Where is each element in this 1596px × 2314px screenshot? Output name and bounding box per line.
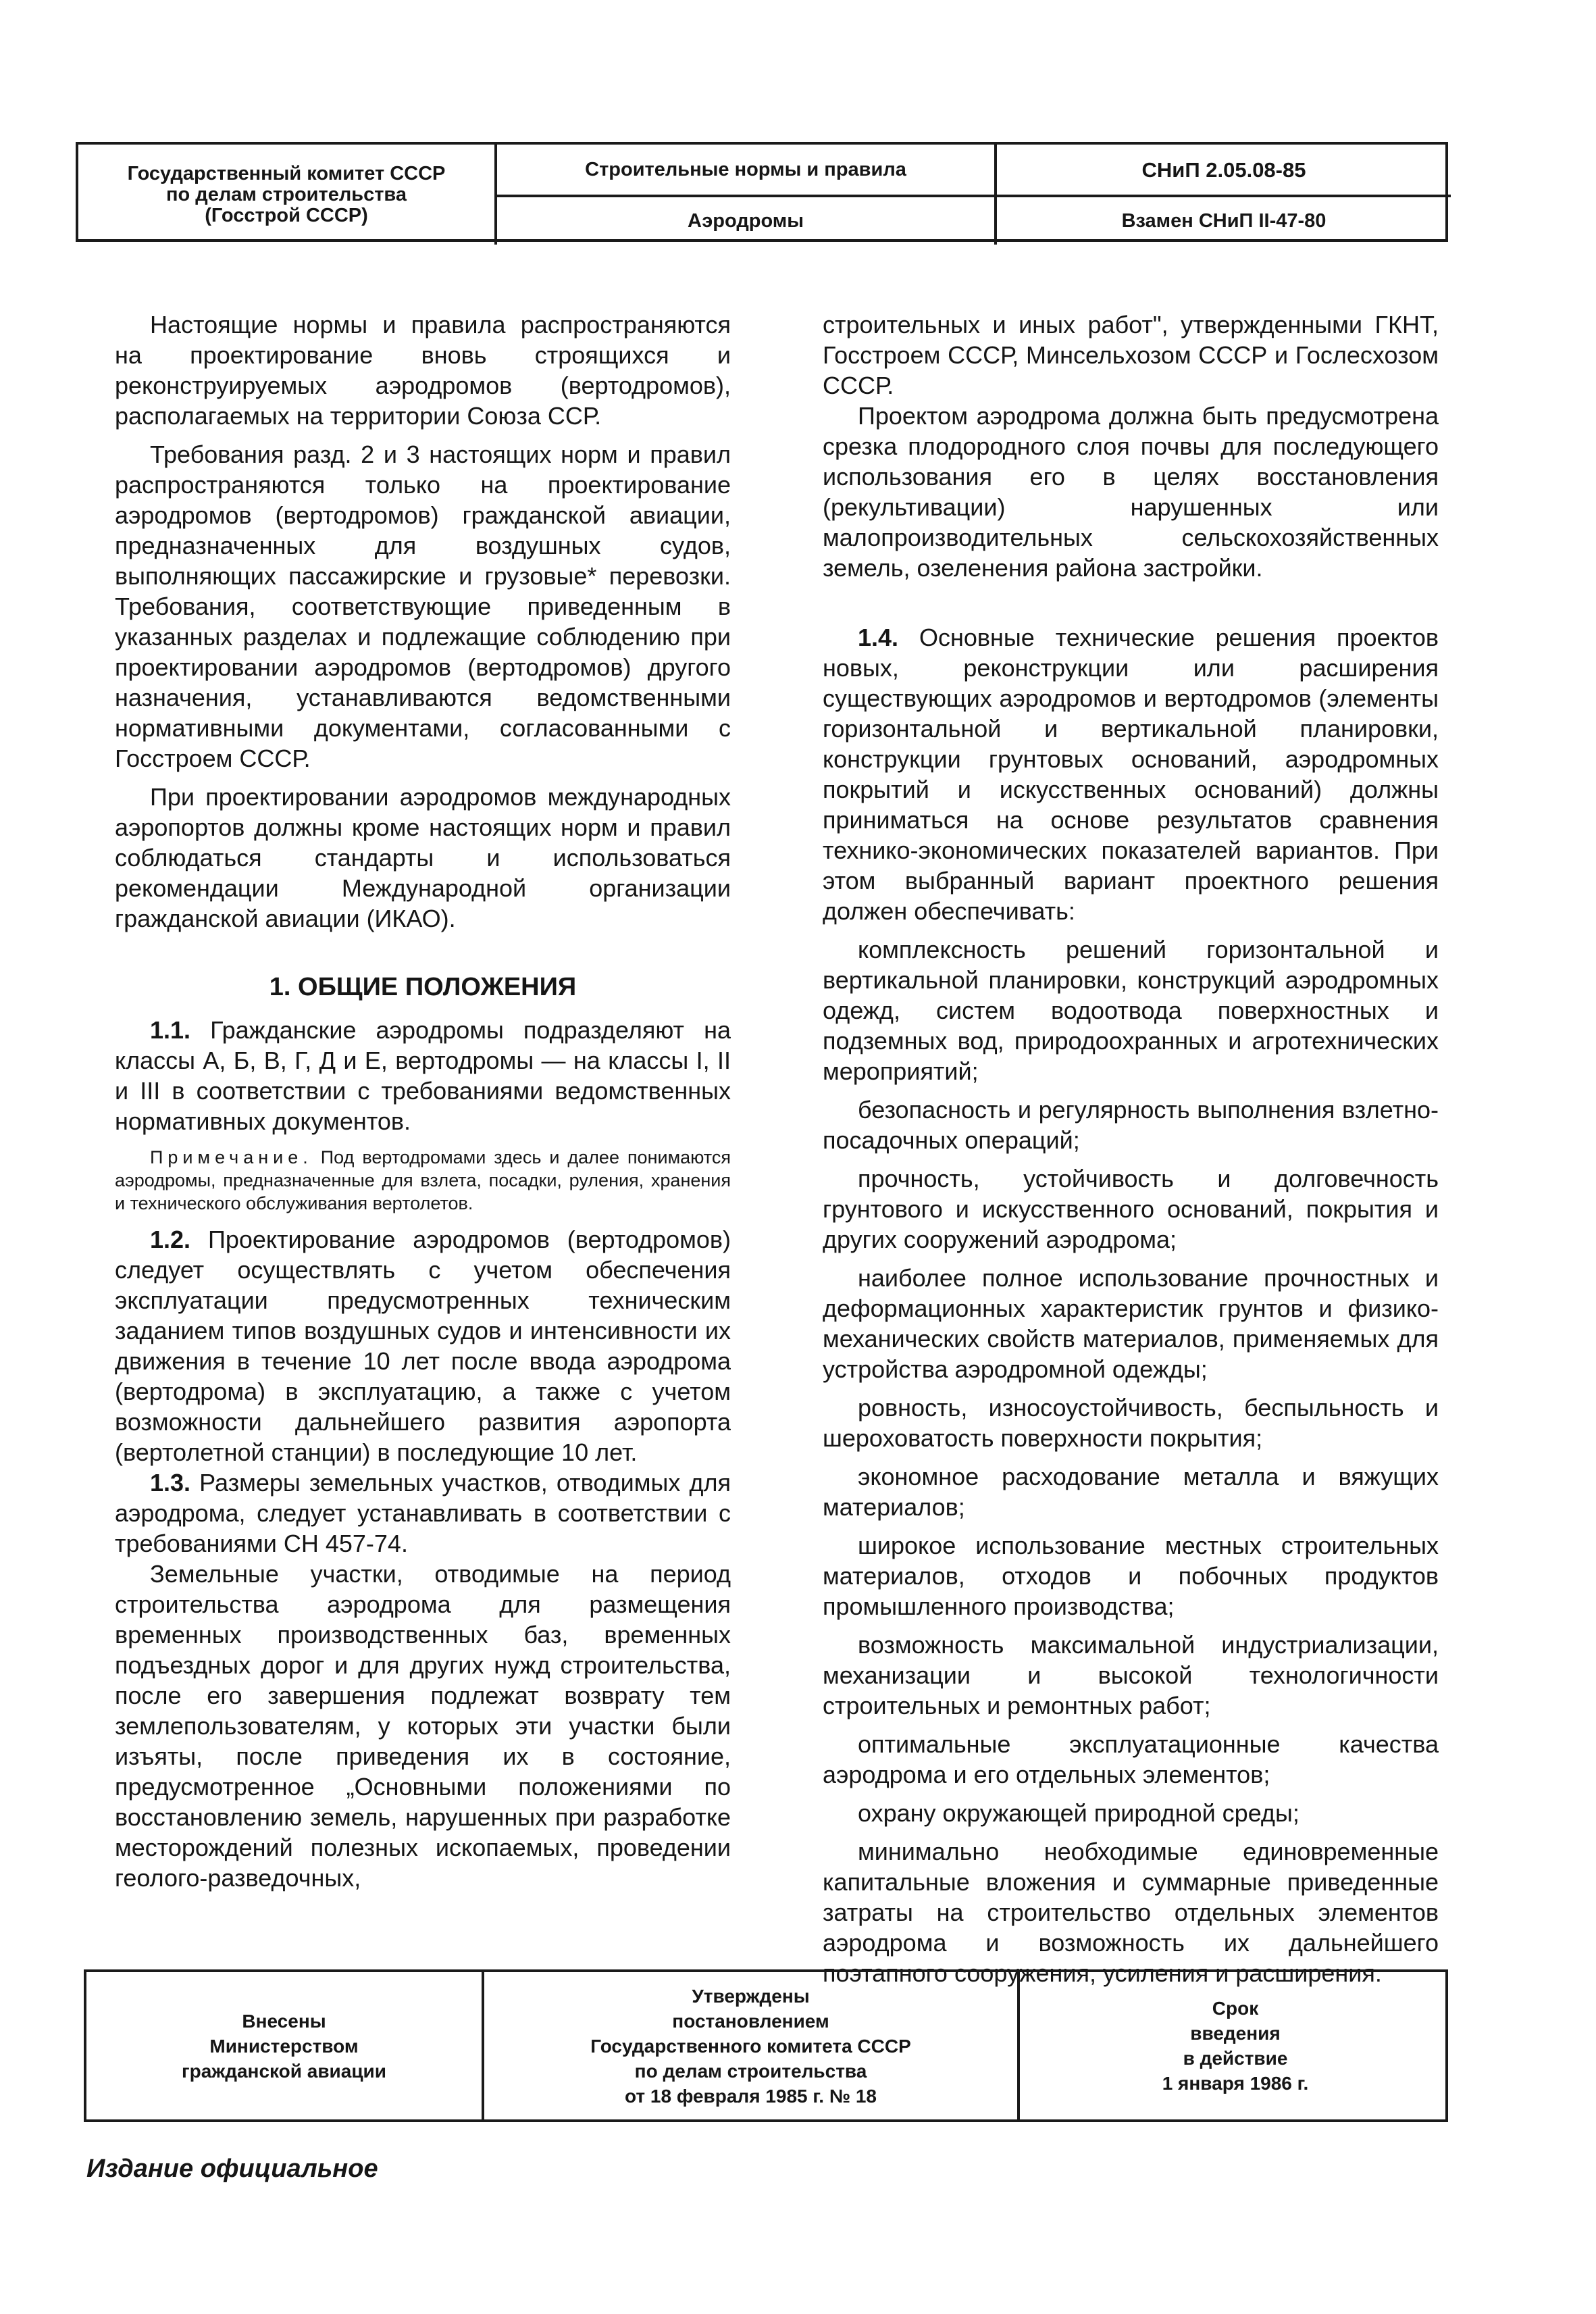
section-title: 1. ОБЩИЕ ПОЛОЖЕНИЯ: [269, 973, 577, 1001]
clause-1-1: [115, 1015, 731, 1136]
org-line-3: (Госстрой СССР): [205, 204, 368, 226]
clause-1-2: [115, 1224, 731, 1467]
continued-paragraph: строительных и иных работ", утвержденными ГКНТ, Госстроем СССР, Минсельхозом СССР и Гослесхозом СССР.: [823, 311, 1439, 399]
note: [115, 1146, 731, 1215]
footer-line: Срок: [1212, 1998, 1259, 2019]
document-code: СНиП 2.05.08-85: [997, 145, 1451, 197]
clause-number: 1.1.: [150, 1016, 191, 1044]
effective-date: [1017, 1972, 1451, 2119]
list-item: комплексность решений горизонтальной и вертикальной планировки, конструкций аэродромных одежд, систем водоотвода поверхностных и подземных вод, природоохранных и агротехнических мероприятий;: [823, 936, 1439, 1085]
list-item: возможность максимальной индустриализации, механизации и высокой технологичности строительных и ремонтных работ;: [823, 1631, 1439, 1719]
clause-text: Проектирование аэродромов (вертодромов) следует осуществлять с учетом обеспечения эксплуатации предусмотренных техническим заданием типов воздушных судов и интенсивности их движения в течение 10 лет после ввода аэродрома (вертодрома) в эксплуатацию, а также с учетом возможности дальнейшего развития аэропорта (вертолетной станции) в последующие 10 лет.: [115, 1226, 731, 1466]
footer-line: постановлением: [672, 2010, 829, 2032]
clause-number: 1.2.: [150, 1226, 191, 1253]
footer-line: Утверждены: [692, 1985, 810, 2007]
footer-line: Внесены: [242, 2010, 326, 2032]
intro-paragraph-3: При проектировании аэродромов международных аэропортов должны кроме настоящих норм и правил соблюдаться стандарты и использоваться рекомендации Международной организации гражданской авиации (ИКАО).: [115, 783, 731, 932]
clause-1-3: [115, 1467, 731, 1559]
replaces-document: Взамен СНиП II-47-80: [1121, 209, 1327, 232]
list-item: оптимальные эксплуатационные качества аэродрома и его отдельных элементов;: [823, 1730, 1439, 1788]
soil-paragraph: Проектом аэродрома должна быть предусмотрена срезка плодородного слоя почвы для последующего использования его в целях восстановления (рекультивации) нарушенных или малопроизводительных сельскохозяйственных земель, озеленения района застройки.: [823, 402, 1439, 582]
list-item: экономное расходование металла и вяжущих материалов;: [823, 1463, 1439, 1521]
clause-1-4: [823, 622, 1439, 926]
footer-line: введения: [1190, 2023, 1281, 2044]
footer-line: Министерством: [209, 2035, 359, 2057]
footer-line: гражданской авиации: [182, 2060, 386, 2082]
body-columns: [115, 309, 1439, 1987]
official-edition: Издание официальное: [86, 2155, 378, 2183]
org-line-2: по делам строительства: [166, 183, 407, 205]
document-header-table: [76, 142, 1448, 242]
left-column: [115, 309, 731, 1988]
issuing-organization: [78, 145, 497, 245]
list-item: минимально необходимые единовременные капитальные вложения и суммарные приведенные затраты на строительство отдельных элементов аэродрома и возможность их дальнейшего поэтапного сооружения, усиления и расширения.: [823, 1838, 1439, 1987]
footer-line: в действие: [1183, 2048, 1288, 2069]
clause-text: Основные технические решения проектов новых, реконструкции или расширения существующих аэродромов и вертодромов (элементы горизонтальной и вертикальной планировки, конструкции грунтовых оснований, аэродромных покрытий и искусственных оснований) должны приниматься на основе результатов сравнения технико-экономических показателей вариантов. При этом выбранный вариант проектного решения должен обеспечивать:: [823, 624, 1439, 925]
clause-text: Гражданские аэродромы подразделяют на классы А, Б, В, Г, Д и Е, вертодромы — на классы I, II и III в соответствии с требованиями ведомственных нормативных документов.: [115, 1016, 731, 1135]
list-item: прочность, устойчивость и долговечность грунтового и искусственного оснований, покрытия и других сооружений аэродрома;: [823, 1165, 1439, 1253]
right-column: [823, 309, 1439, 1988]
intro-paragraph-2: Требования разд. 2 и 3 настоящих норм и правил распространяются только на проектирование аэродромов (вертодромов) гражданской авиации, предназначенных для воздушных судов, выполняющих пассажирские и грузовые* перевозки. Требования, соответствующие приведенным в указанных разделах и подлежащие соблюдению при проектировании аэродромов (вертодромов) другого назначения, устанавливаются ведомственными нормативными документами, согласованными с Госстроем СССР.: [115, 441, 731, 772]
list-item: ровность, износоустойчивость, беспыльность и шероховатость поверхности покрытия;: [823, 1394, 1439, 1452]
clause-text: Размеры земельных участков, отводимых для аэродрома, следует устанавливать в соответствии с требованиями СН 457-74.: [115, 1469, 731, 1557]
list-item: охрану окружающей природной среды;: [858, 1799, 1299, 1827]
clause-number: 1.4.: [858, 624, 899, 651]
approval-footer-table: [84, 1969, 1448, 2122]
footer-line: Государственного комитета СССР: [590, 2035, 911, 2057]
footer-line: по делам строительства: [634, 2060, 867, 2082]
document-title: Аэродромы: [497, 197, 997, 245]
org-line-1: Государственный комитет СССР: [127, 162, 446, 184]
note-label: Примечание.: [150, 1147, 313, 1167]
intro-paragraph-1: Настоящие нормы и правила распространяются на проектирование вновь строящихся и реконструируемых аэродромов (вертодромов), располагаемых на территории Союза ССР.: [115, 311, 731, 430]
clause-1-3-land: Земельные участки, отводимые на период строительства аэродрома для размещения временных производственных баз, временных подъездных дорог и для других нужд строительства, после его завершения подлежат возврату тем землепользователям, у которых эти участки были изъяты, после приведения их в состояние, предусмотренное „Основными положениями по восстановлению земель, нарушенных при разработке месторождений полезных ископаемых, проведении геолого-разведочных,: [115, 1560, 731, 1892]
note-text: Под вертодромами здесь и далее понимаются аэродромы, предназначенные для взлета, посадки, руления, хранения и технического обслуживания вертолетов.: [115, 1147, 731, 1213]
list-item: широкое использование местных строительных материалов, отходов и побочных продуктов промышленного производства;: [823, 1532, 1439, 1620]
introduced-by: [86, 1972, 482, 2119]
list-item: наиболее полное использование прочностных и деформационных характеристик грунтов и физико-механических свойств материалов, применяемых для устройства аэродромной одежды;: [823, 1264, 1439, 1383]
approved-by: [482, 1972, 1017, 2119]
list-item: безопасность и регулярность выполнения взлетно-посадочных операций;: [823, 1096, 1439, 1154]
document-series: Строительные нормы и правила: [497, 145, 997, 197]
footer-line: от 18 февраля 1985 г. № 18: [625, 2085, 877, 2107]
clause-number: 1.3.: [150, 1469, 191, 1496]
footer-line: 1 января 1986 г.: [1162, 2073, 1309, 2094]
